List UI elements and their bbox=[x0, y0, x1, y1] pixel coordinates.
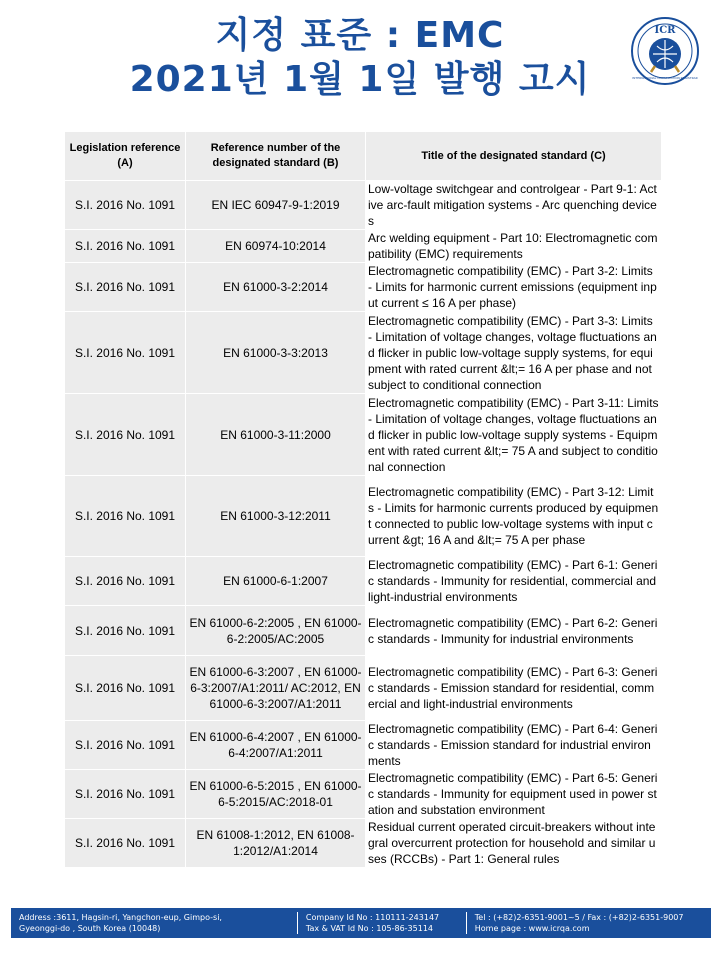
footer-tel-fax: Tel : (+82)2-6351-9001~5 / Fax : (+82)2-6351-9007 bbox=[474, 913, 684, 922]
title-cell: Electromagnetic compatibility (EMC) - Part 3-2: Limits - Limits for harmonic current emissions (equipment input current ≤ 16 A per phase) bbox=[366, 263, 662, 312]
page-footer bbox=[11, 908, 711, 938]
reference-cell: EN 61000-3-11:2000 bbox=[186, 394, 366, 476]
table-row bbox=[65, 606, 662, 656]
legislation-cell: S.I. 2016 No. 1091 bbox=[65, 770, 186, 819]
reference-cell: EN IEC 60947-9-1:2019 bbox=[186, 181, 366, 230]
title-line-2: 2021년 1월 1일 발행 고시 bbox=[129, 59, 591, 100]
table-row bbox=[65, 476, 662, 557]
header-title: Title of the designated standard (C) bbox=[366, 132, 662, 181]
title-cell: Electromagnetic compatibility (EMC) - Part 6-4: Generic standards - Emission standard for industrial environments bbox=[366, 721, 662, 770]
reference-cell: EN 61000-6-5:2015 , EN 61000-6-5:2015/AC:2018-01 bbox=[186, 770, 366, 819]
footer-tax-id: Tax & VAT Id No : 105-86-35114 bbox=[305, 924, 433, 933]
title-cell: Electromagnetic compatibility (EMC) - Part 6-2: Generic standards - Immunity for industrial environments bbox=[366, 606, 662, 656]
reference-cell: EN 61000-6-1:2007 bbox=[186, 557, 366, 606]
designated-standards-table bbox=[64, 131, 662, 868]
legislation-cell: S.I. 2016 No. 1091 bbox=[65, 721, 186, 770]
title-cell: Electromagnetic compatibility (EMC) - Part 6-1: Generic standards - Immunity for residential, commercial and light-industrial environments bbox=[366, 557, 662, 606]
title-cell: Electromagnetic compatibility (EMC) - Part 6-3: Generic standards - Emission standard for residential, commercial and light-industrial environments bbox=[366, 656, 662, 721]
title-cell: Arc welding equipment - Part 10: Electromagnetic compatibility (EMC) requirements bbox=[366, 230, 662, 263]
legislation-cell: S.I. 2016 No. 1091 bbox=[65, 656, 186, 721]
title-cell: Electromagnetic compatibility (EMC) - Part 3-3: Limits - Limitation of voltage changes, voltage fluctuations and flicker in public low-voltage supply systems, for equipment with rated current &lt;= 16 A per phase and not subject to conditional connection bbox=[366, 312, 662, 394]
reference-cell: EN 61000-6-4:2007 , EN 61000-6-4:2007/A1:2011 bbox=[186, 721, 366, 770]
title-cell: Electromagnetic compatibility (EMC) - Part 3-12: Limits - Limits for harmonic currents produced by equipment connected to public low-voltage systems with input current &gt; 16 A and &lt;= 75 A per phase bbox=[366, 476, 662, 557]
reference-cell: EN 60974-10:2014 bbox=[186, 230, 366, 263]
title-line-1: 지정 표준 : EMC bbox=[215, 15, 505, 56]
table-row bbox=[65, 394, 662, 476]
table-row bbox=[65, 557, 662, 606]
footer-address bbox=[11, 912, 297, 934]
footer-ids bbox=[297, 912, 466, 934]
legislation-cell: S.I. 2016 No. 1091 bbox=[65, 606, 186, 656]
table-row bbox=[65, 263, 662, 312]
legislation-cell: S.I. 2016 No. 1091 bbox=[65, 312, 186, 394]
legislation-cell: S.I. 2016 No. 1091 bbox=[65, 476, 186, 557]
reference-cell: EN 61000-6-2:2005 , EN 61000-6-2:2005/AC:2005 bbox=[186, 606, 366, 656]
logo-subtext: INTERNATIONAL CERTIFICATION REGISTRAR bbox=[632, 76, 698, 80]
table-row bbox=[65, 312, 662, 394]
table-row bbox=[65, 770, 662, 819]
page-title bbox=[0, 14, 720, 102]
header-reference: Reference number of the designated standard (B) bbox=[186, 132, 366, 181]
title-cell: Residual current operated circuit-breakers without integral overcurrent protection for household and similar uses (RCCBs) - Part 1: General rules bbox=[366, 819, 662, 868]
table-header-row bbox=[65, 132, 662, 181]
legislation-cell: S.I. 2016 No. 1091 bbox=[65, 557, 186, 606]
legislation-cell: S.I. 2016 No. 1091 bbox=[65, 394, 186, 476]
reference-cell: EN 61000-3-3:2013 bbox=[186, 312, 366, 394]
table-row bbox=[65, 721, 662, 770]
icr-logo bbox=[630, 16, 700, 86]
footer-company-id: Company Id No : 110111-243147 bbox=[305, 913, 440, 922]
legislation-cell: S.I. 2016 No. 1091 bbox=[65, 263, 186, 312]
title-cell: Electromagnetic compatibility (EMC) - Part 6-5: Generic standards - Immunity for equipment used in power station and substation environment bbox=[366, 770, 662, 819]
reference-cell: EN 61000-3-12:2011 bbox=[186, 476, 366, 557]
footer-address-line2: Gyeonggi-do , South Korea (10048) bbox=[19, 924, 161, 933]
logo-text: ICR bbox=[654, 25, 676, 36]
table-row bbox=[65, 181, 662, 230]
reference-cell: EN 61008-1:2012, EN 61008-1:2012/A1:2014 bbox=[186, 819, 366, 868]
header-legislation: Legislation reference (A) bbox=[65, 132, 186, 181]
table-row bbox=[65, 230, 662, 263]
icr-seal-icon bbox=[630, 16, 700, 86]
footer-homepage: Home page : www.icrqa.com bbox=[474, 924, 590, 933]
legislation-cell: S.I. 2016 No. 1091 bbox=[65, 230, 186, 263]
table-row bbox=[65, 656, 662, 721]
title-cell: Low-voltage switchgear and controlgear - Part 9-1: Active arc-fault mitigation systems - Arc quenching devices bbox=[366, 181, 662, 230]
reference-cell: EN 61000-3-2:2014 bbox=[186, 263, 366, 312]
title-cell: Electromagnetic compatibility (EMC) - Part 3-11: Limits - Limitation of voltage changes, voltage fluctuations and flicker in public low-voltage supply systems - Equipment with rated current &lt;= 75 A and subject to conditional connection bbox=[366, 394, 662, 476]
legislation-cell: S.I. 2016 No. 1091 bbox=[65, 181, 186, 230]
footer-address-line1: Address :3611, Hagsin-ri, Yangchon-eup, Gimpo-si, bbox=[19, 913, 222, 922]
table-row bbox=[65, 819, 662, 868]
footer-contact bbox=[466, 912, 711, 934]
reference-cell: EN 61000-6-3:2007 , EN 61000-6-3:2007/A1:2011/ AC:2012, EN 61000-6-3:2007/A1:2011 bbox=[186, 656, 366, 721]
legislation-cell: S.I. 2016 No. 1091 bbox=[65, 819, 186, 868]
